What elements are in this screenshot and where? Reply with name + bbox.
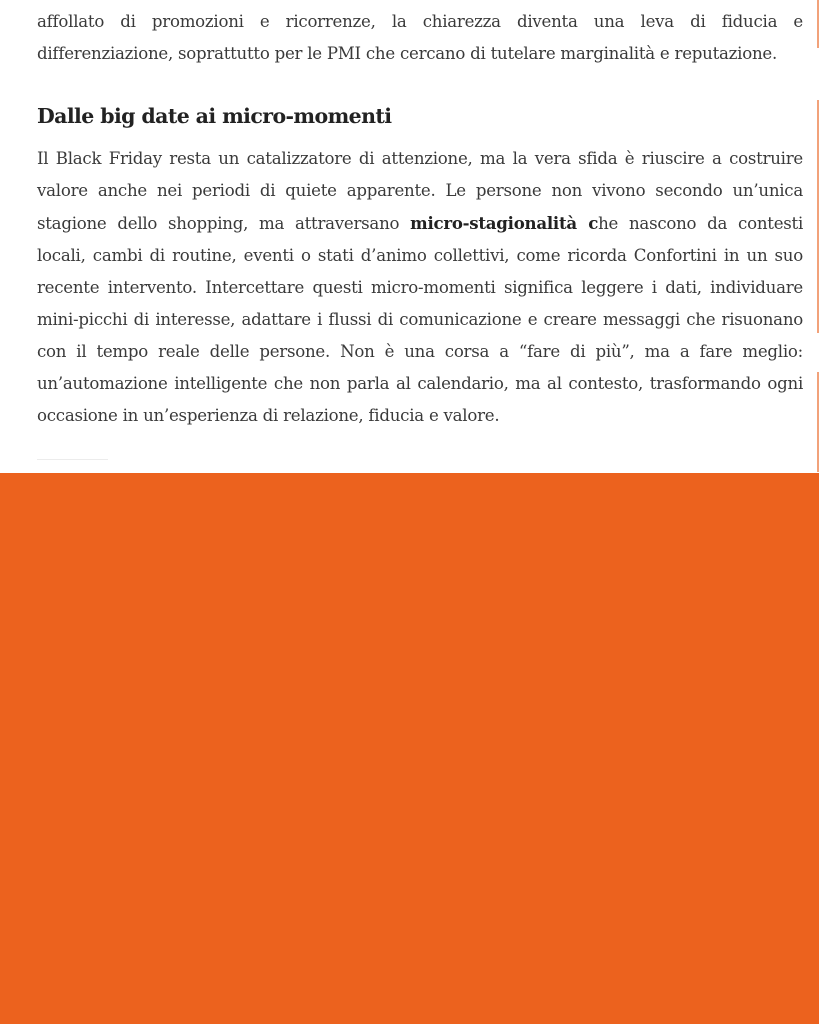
body-paragraph bbox=[37, 143, 803, 432]
orange-footer-panel bbox=[0, 473, 819, 1024]
body-text-start: Il Black Friday resta un catalizzatore di attenzione, ma la vera sfida è riuscire a costruire valore anche nei periodi di quiete apparente. Le persone non vivono secondo un’unica stagione dello shopping, ma attraversano bbox=[37, 149, 803, 233]
section-divider bbox=[37, 459, 108, 460]
body-text-end: he nascono da contesti locali, cambi di routine, eventi o stati d’animo collettivi, come ricorda Confortini in un suo recente intervento. Intercettare questi micro-momenti significa leggere i dati, individuare mini-picchi di interesse, adattare i flussi di comunicazione e creare messaggi che risuonano con il tempo reale delle persone. Non è una corsa a “fare di più”, ma a fare meglio: un’automazione intelligente che non parla al calendario, ma al contesto, trasformando ogni occasione in un’esperienza di relazione, fiducia e valore. bbox=[37, 214, 803, 425]
intro-paragraph: affollato di promozioni e ricorrenze, la chiarezza diventa una leva di fiducia e differenziazione, soprattutto per le PMI che cercano di tutelare marginalità e reputazione. bbox=[37, 12, 803, 63]
article-section bbox=[0, 0, 819, 473]
section-heading: Dalle big date ai micro-momenti bbox=[37, 104, 392, 128]
body-text-bold: micro-stagionalità c bbox=[410, 213, 599, 233]
